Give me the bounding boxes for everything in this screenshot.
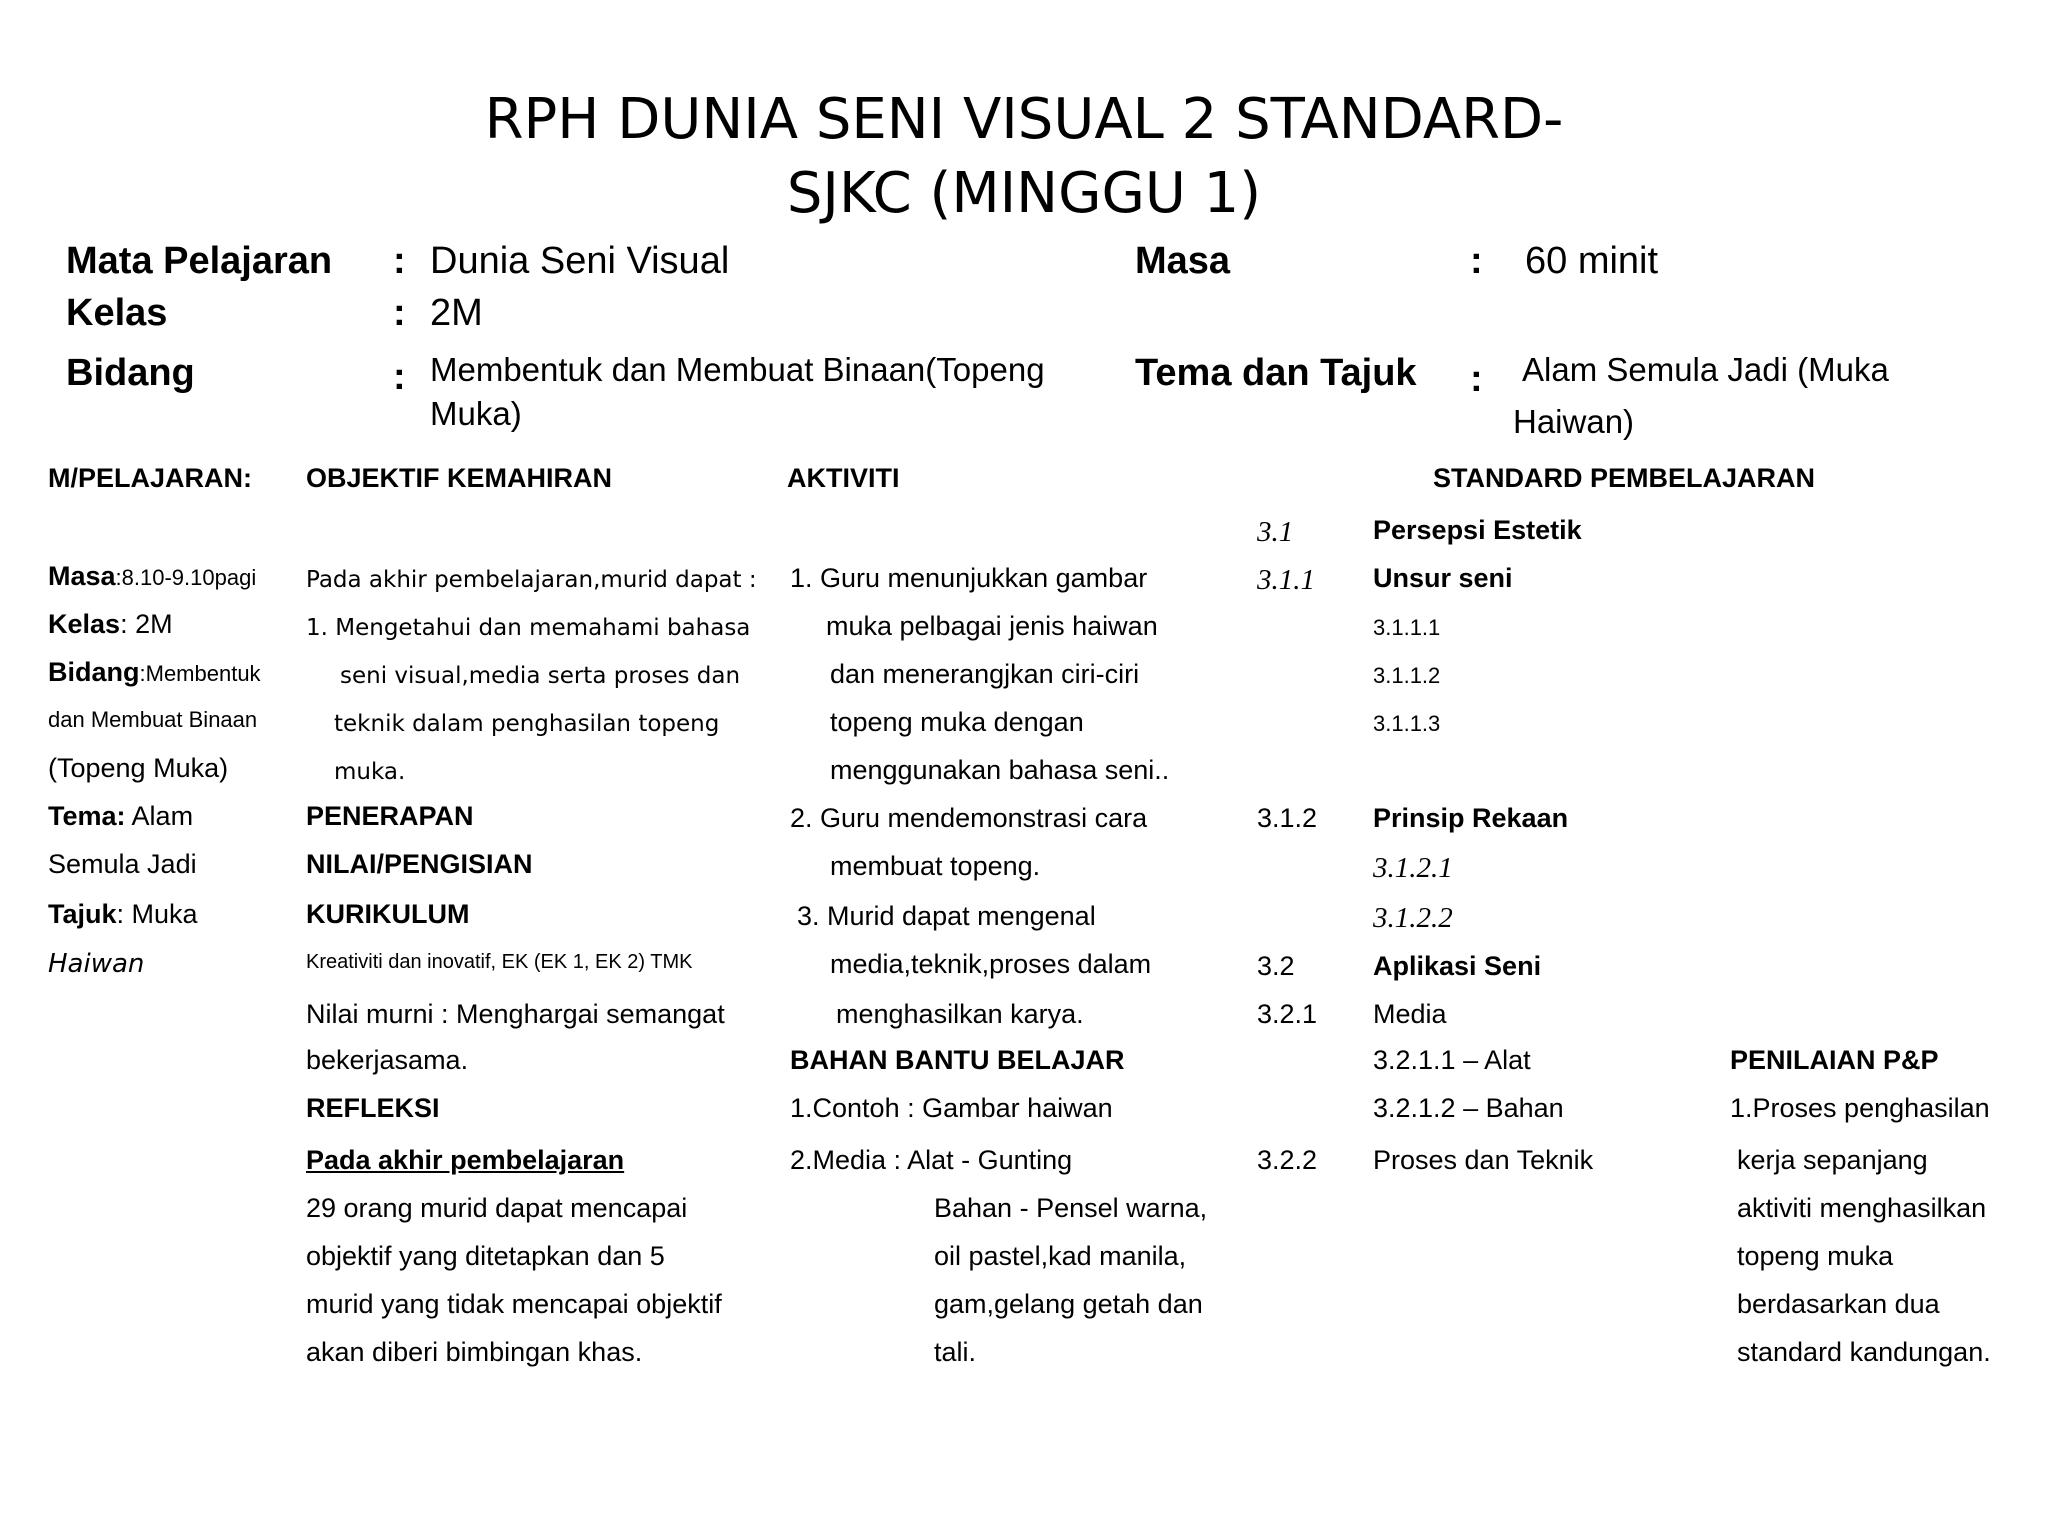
- std-number: 3.1.2: [1257, 803, 1318, 833]
- std-alat: 3.2.1.1 – Alat: [1373, 1045, 1531, 1075]
- colon: :: [1470, 240, 1483, 282]
- col-mp-heading: M/PELAJARAN:: [48, 463, 253, 493]
- objektif-line1: 1. Mengetahui dan memahami bahasa: [306, 615, 751, 641]
- nilai-heading: NILAI/PENGISIAN: [306, 849, 533, 879]
- aktiviti-1-line1: 1. Guru menunjukkan gambar: [790, 563, 1148, 593]
- mp-tajuk-line2: Haiwan: [48, 949, 145, 979]
- std-proses: Proses dan Teknik: [1373, 1145, 1594, 1175]
- objektif-line2: seni visual,media serta proses dan: [340, 663, 741, 689]
- bahan-line1: 1.Contoh : Gambar haiwan: [790, 1093, 1113, 1123]
- std-number: 3.1.1.3: [1373, 711, 1441, 736]
- nilai-murni-line1: Nilai murni : Menghargai semangat: [306, 999, 725, 1029]
- aktiviti-3-line2: media,teknik,proses dalam: [830, 949, 1152, 979]
- penilaian-line3: aktiviti menghasilkan: [1737, 1193, 1987, 1223]
- colon: :: [393, 240, 406, 282]
- std-number: 3.2.1: [1257, 999, 1318, 1029]
- std-number: 3.1.1.1: [1373, 615, 1441, 640]
- penerapan-heading: PENERAPAN: [306, 801, 474, 831]
- mp-tema: Tema: Alam: [48, 801, 194, 831]
- std-number: 3.1.2.1: [1373, 852, 1453, 884]
- std-prinsip: Prinsip Rekaan: [1373, 803, 1569, 833]
- page-title-line2: SJKC (MINGGU 1): [786, 161, 1262, 226]
- penilaian-line4: topeng muka: [1737, 1241, 1894, 1271]
- std-number: 3.2: [1257, 951, 1295, 981]
- masa-value: 60 minit: [1525, 240, 1659, 282]
- tema-value-line1: Alam Semula Jadi (Muka: [1522, 351, 1889, 388]
- objektif-line3: teknik dalam penghasilan topeng: [334, 711, 720, 737]
- penilaian-line2: kerja sepanjang: [1737, 1145, 1928, 1175]
- std-number: 3.1: [1257, 516, 1294, 548]
- mp-bidang-line2: dan Membuat Binaan: [48, 707, 258, 732]
- mp-bidang-line3: (Topeng Muka): [48, 753, 229, 783]
- aktiviti-1-line2: muka pelbagai jenis haiwan: [826, 611, 1158, 641]
- bahan-line3: Bahan - Pensel warna,: [934, 1193, 1208, 1223]
- kelas-label: Kelas: [66, 292, 168, 334]
- penilaian-heading: PENILAIAN P&P: [1730, 1045, 1939, 1075]
- col-aktiviti-heading: AKTIVITI: [787, 463, 900, 493]
- penilaian-line1: 1.Proses penghasilan: [1730, 1093, 1990, 1123]
- std-number: 3.1.1: [1257, 564, 1315, 596]
- tema-value-line2: Haiwan): [1513, 403, 1635, 440]
- std-number: 3.1.1.2: [1373, 663, 1441, 688]
- bahan-line2: 2.Media : Alat - Gunting: [790, 1145, 1073, 1175]
- refleksi-line4: akan diberi bimbingan khas.: [306, 1337, 643, 1367]
- aktiviti-1-line5: menggunakan bahasa seni..: [830, 755, 1170, 785]
- mata-pelajaran-label: Mata Pelajaran: [66, 240, 333, 282]
- page-title-line1: RPH DUNIA SENI VISUAL 2 STANDARD-: [484, 87, 1564, 152]
- col-standard-heading: STANDARD PEMBELAJARAN: [1433, 463, 1816, 493]
- aktiviti-3-line1: 3. Murid dapat mengenal: [797, 901, 1096, 931]
- col-objektif-heading: OBJEKTIF KEMAHIRAN: [306, 463, 613, 493]
- aktiviti-2-line2: membuat topeng.: [830, 851, 1041, 881]
- colon: :: [393, 356, 406, 398]
- std-unsur: Unsur seni: [1373, 563, 1513, 593]
- objektif-intro: Pada akhir pembelajaran,murid dapat :: [306, 567, 757, 593]
- bahan-bantu-heading: BAHAN BANTU BELAJAR: [790, 1045, 1125, 1075]
- bidang-value-line1: Membentuk dan Membuat Binaan(Topeng: [430, 351, 1045, 388]
- aktiviti-1-line4: topeng muka dengan: [830, 707, 1084, 737]
- aktiviti-3-line3: menghasilkan karya.: [836, 999, 1084, 1029]
- std-number: 3.2.2: [1257, 1145, 1318, 1175]
- std-aplikasi: Aplikasi Seni: [1373, 951, 1542, 981]
- penilaian-line6: standard kandungan.: [1737, 1337, 1991, 1367]
- colon: :: [393, 292, 406, 334]
- kelas-value: 2M: [430, 292, 483, 334]
- masa-label: Masa: [1135, 240, 1231, 282]
- bidang-value-line2: Muka): [430, 395, 522, 432]
- std-bahan: 3.2.1.2 – Bahan: [1373, 1093, 1564, 1123]
- bahan-line5: gam,gelang getah dan: [934, 1289, 1203, 1319]
- refleksi-line2: objektif yang ditetapkan dan 5: [306, 1241, 665, 1271]
- refleksi-subheading: Pada akhir pembelajaran: [306, 1145, 625, 1175]
- mp-bidang: Bidang:Membentuk: [48, 657, 261, 687]
- mp-kelas: Kelas: 2M: [48, 609, 173, 639]
- std-media: Media: [1373, 999, 1447, 1029]
- penilaian-line5: berdasarkan dua: [1737, 1289, 1940, 1319]
- aktiviti-2-line1: 2. Guru mendemonstrasi cara: [790, 803, 1148, 833]
- nilai-murni-line2: bekerjasama.: [306, 1045, 469, 1075]
- refleksi-line1: 29 orang murid dapat mencapai: [306, 1193, 688, 1223]
- refleksi-heading: REFLEKSI: [306, 1093, 440, 1123]
- mp-tajuk: Tajuk: Muka: [48, 899, 198, 929]
- colon: :: [1470, 358, 1483, 400]
- bahan-line6: tali.: [934, 1337, 977, 1367]
- kreativiti-text: Kreativiti dan inovatif, EK (EK 1, EK 2) TMK: [306, 951, 693, 973]
- mp-masa: Masa:8.10-9.10pagi: [48, 561, 257, 591]
- std-number: 3.1.2.2: [1373, 902, 1453, 934]
- aktiviti-1-line3: dan menerangjkan ciri-ciri: [830, 659, 1140, 689]
- mp-tema-line2: Semula Jadi: [48, 849, 197, 879]
- objektif-line4: muka.: [334, 759, 406, 785]
- mata-pelajaran-value: Dunia Seni Visual: [430, 240, 730, 282]
- kurikulum-heading: KURIKULUM: [306, 899, 470, 929]
- bahan-line4: oil pastel,kad manila,: [934, 1241, 1187, 1271]
- tema-tajuk-label: Tema dan Tajuk: [1135, 352, 1417, 394]
- std-persepsi: Persepsi Estetik: [1373, 515, 1582, 545]
- refleksi-line3: murid yang tidak mencapai objektif: [306, 1289, 722, 1319]
- bidang-label: Bidang: [66, 352, 195, 394]
